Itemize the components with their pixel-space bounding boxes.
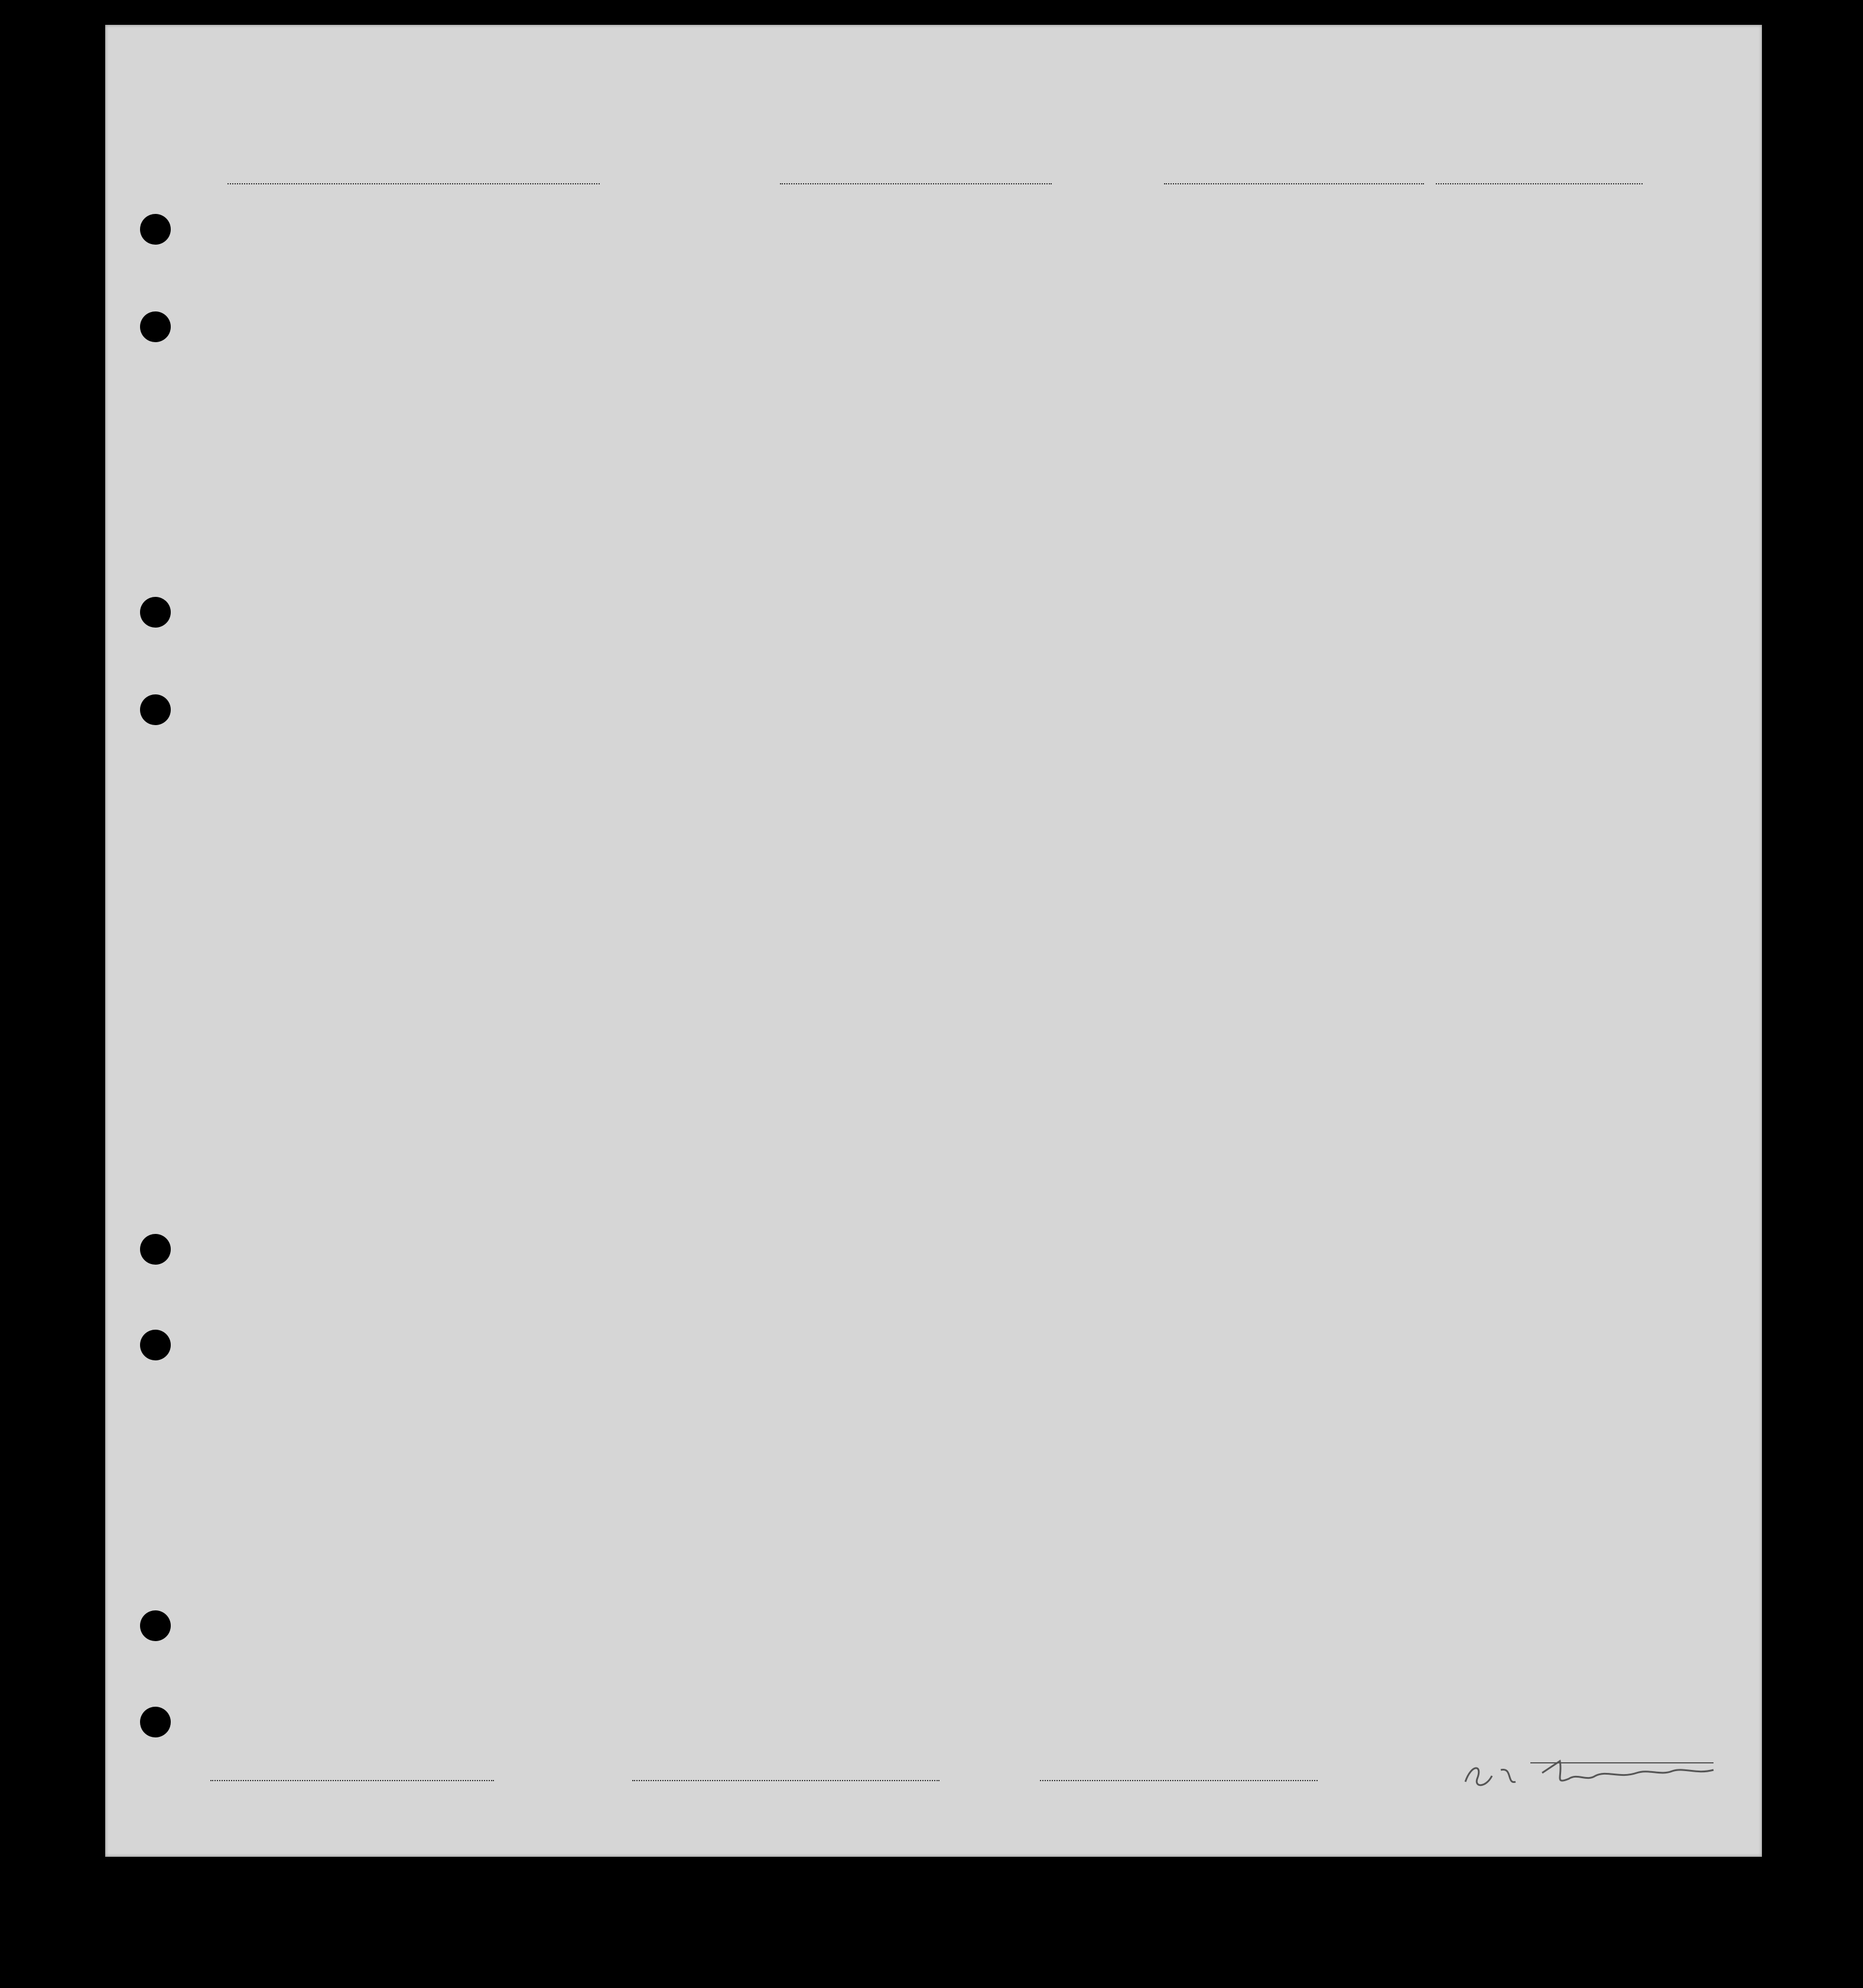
col-7-title — [1066, 212, 1176, 220]
col-4-title — [688, 212, 819, 229]
col-3-header — [596, 212, 685, 219]
owners-value — [632, 1780, 939, 1781]
col-1-header — [163, 212, 201, 227]
col-5-title — [821, 212, 1006, 217]
col-6-header — [1007, 212, 1064, 215]
signature-scribble — [1459, 1758, 1719, 1794]
col-7-header — [1066, 212, 1176, 220]
col-11-note — [1545, 219, 1698, 221]
col-2-header — [203, 212, 593, 217]
col-6-title — [1007, 212, 1064, 215]
col-3-title — [596, 212, 685, 219]
col-2-title — [203, 212, 593, 217]
col-11-title — [1545, 212, 1698, 219]
col-10-title — [1386, 212, 1542, 219]
officer-signature — [1459, 1758, 1719, 1794]
col-4-header — [688, 212, 819, 229]
agents-value — [1040, 1780, 1318, 1781]
col-5-header — [821, 212, 1006, 217]
col-11-header — [1545, 212, 1698, 221]
col-1-title — [163, 212, 201, 227]
col-10-header — [1386, 212, 1542, 221]
line-value — [210, 1780, 494, 1781]
col-10-note — [1386, 219, 1542, 221]
